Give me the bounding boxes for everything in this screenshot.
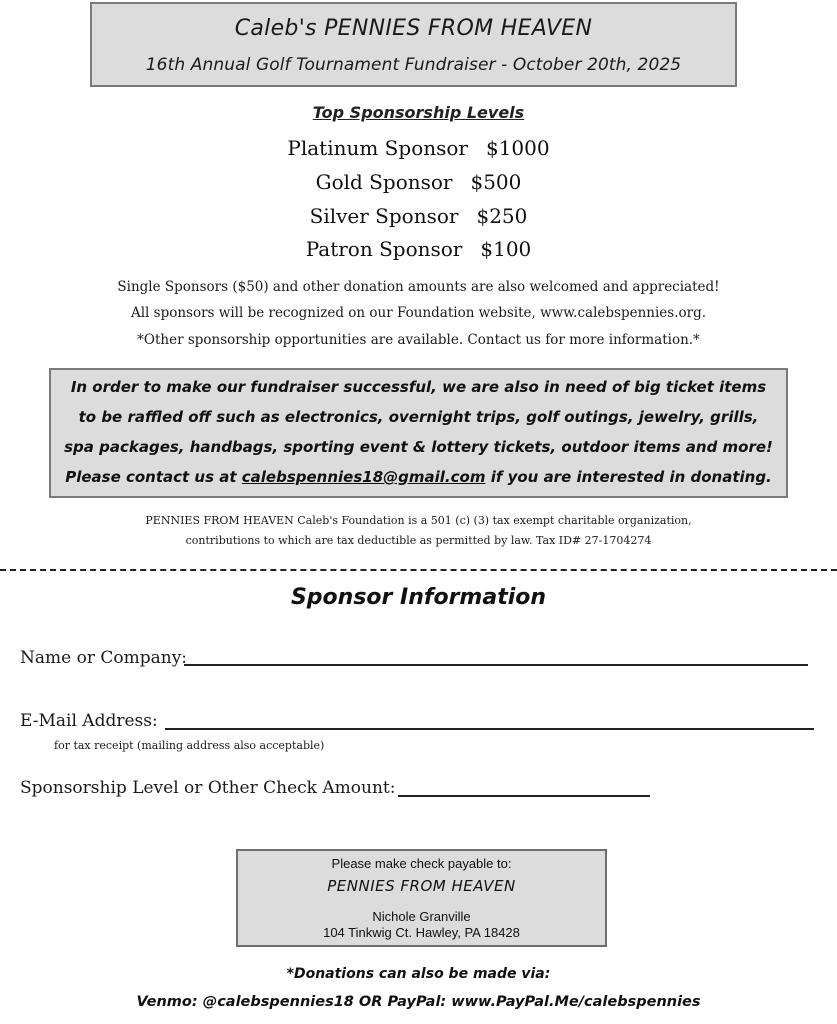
sponsor-information-heading: Sponsor Information xyxy=(290,585,547,610)
sponsor-level-silver xyxy=(0,204,837,228)
email-address-field[interactable] xyxy=(165,728,814,730)
check-recipient: Nichole Granville xyxy=(372,909,471,924)
level-amount: $1000 xyxy=(485,136,550,160)
online-donations-links: Venmo: @calebspennies18 OR PayPal: www.PayPal.Me/calebspennies xyxy=(136,994,701,1010)
online-donations-heading: *Donations can also be made via: xyxy=(286,966,551,982)
website-recognition-note: All sponsors will be recognized on our Foundation website, www.calebspennies.org. xyxy=(130,305,707,321)
tax-exempt-statement: PENNIES FROM HEAVEN Caleb's Foundation is a 501 (c) (3) tax exempt charitable organization, xyxy=(145,514,692,527)
sponsor-level-gold xyxy=(0,170,837,194)
email-field-label: E-Mail Address: xyxy=(20,711,158,731)
check-address: 104 Tinkwig Ct. Hawley, PA 18428 xyxy=(323,925,520,940)
name-field-label: Name or Company: xyxy=(20,648,188,668)
raffle-text-line: In order to make our fundraiser successful, we are also in need of big ticket items xyxy=(70,378,767,396)
raffle-donation-box xyxy=(49,368,788,498)
title-banner xyxy=(90,2,737,87)
check-amount-field[interactable] xyxy=(398,795,650,797)
contact-prefix: Please contact us at xyxy=(65,468,242,486)
tax-deductible-statement: contributions to which are tax deductible as permitted by law. Tax ID# 27-1704274 xyxy=(185,534,652,547)
sponsor-level-platinum xyxy=(0,136,837,160)
cut-line-divider xyxy=(0,569,837,571)
name-or-company-field[interactable] xyxy=(184,664,808,666)
raffle-text-line: to be raffled off such as electronics, overnight trips, golf outings, jewelry, grills, xyxy=(78,408,759,426)
level-amount: $100 xyxy=(480,237,532,261)
level-name: Patron Sponsor xyxy=(305,237,463,261)
event-subtitle: 16th Annual Golf Tournament Fundraiser - October 20th, 2025 xyxy=(145,55,682,75)
page-title: Caleb's PENNIES FROM HEAVEN xyxy=(234,16,593,41)
contact-email-link[interactable]: calebspennies18@gmail.com xyxy=(241,468,486,486)
check-payee: PENNIES FROM HEAVEN xyxy=(327,877,516,895)
sponsorship-levels-heading: Top Sponsorship Levels xyxy=(312,103,525,122)
level-amount: $500 xyxy=(470,170,522,194)
email-field-hint: for tax receipt (mailing address also acceptable) xyxy=(54,739,325,752)
single-sponsor-note: Single Sponsors ($50) and other donation amounts are also welcomed and appreciated! xyxy=(117,279,720,295)
level-name: Gold Sponsor xyxy=(315,170,453,194)
level-name: Platinum Sponsor xyxy=(287,136,468,160)
sponsor-level-patron xyxy=(0,237,837,261)
amount-field-label: Sponsorship Level or Other Check Amount: xyxy=(20,778,396,798)
other-opportunities-note: *Other sponsorship opportunities are available. Contact us for more information.* xyxy=(137,332,700,348)
contact-suffix: if you are interested in donating. xyxy=(485,468,772,486)
level-amount: $250 xyxy=(476,204,528,228)
check-payable-box xyxy=(236,849,607,947)
raffle-contact-line xyxy=(51,468,786,486)
level-name: Silver Sponsor xyxy=(309,204,459,228)
raffle-text-line: spa packages, handbags, sporting event & lottery tickets, outdoor items and more! xyxy=(64,438,773,456)
check-instruction: Please make check payable to: xyxy=(331,856,512,871)
